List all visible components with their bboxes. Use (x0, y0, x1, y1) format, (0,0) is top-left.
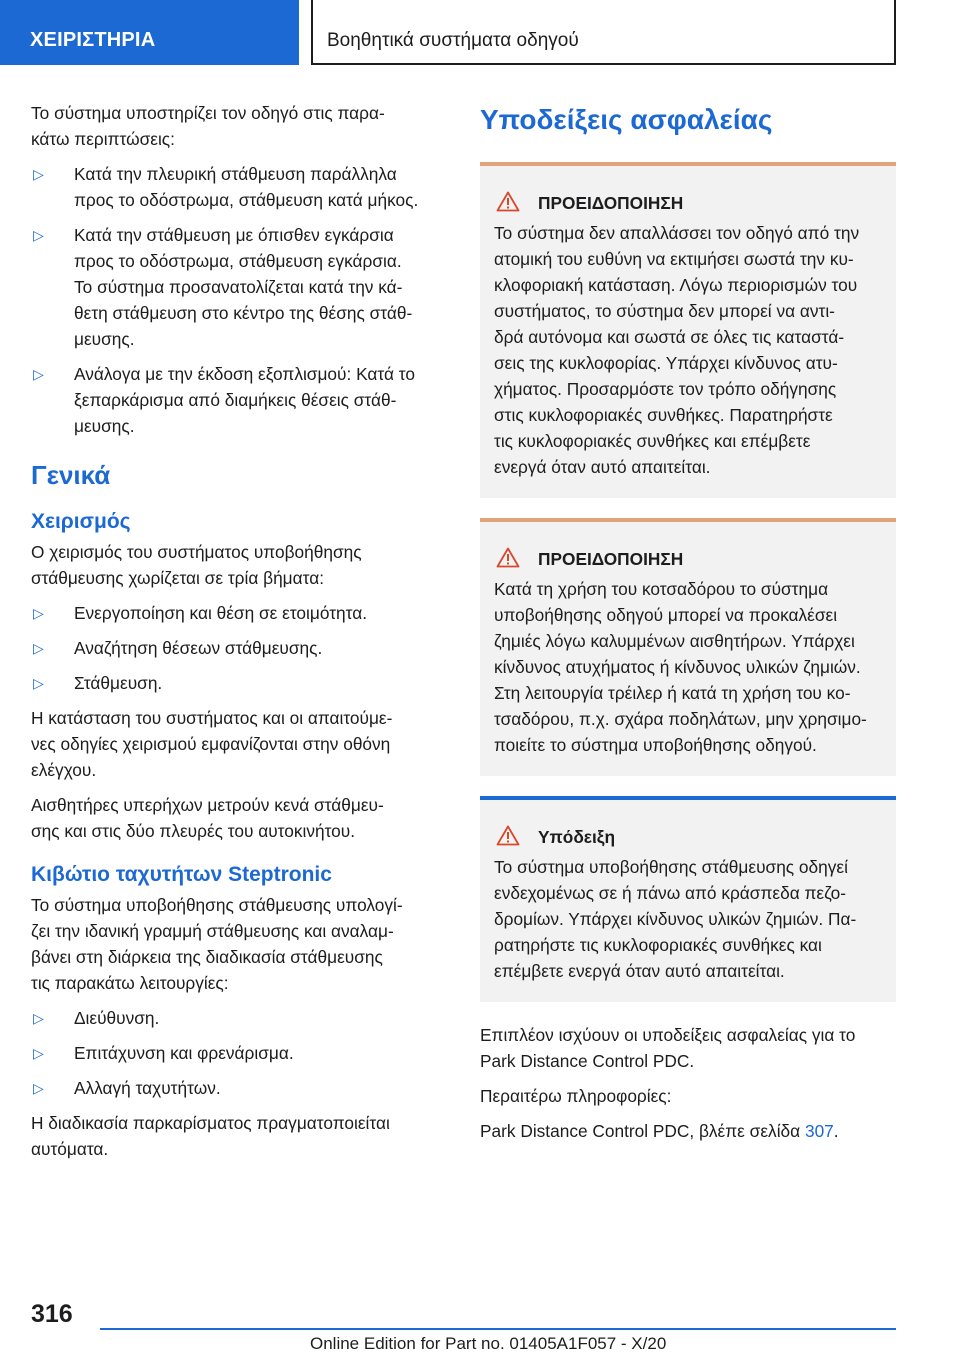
text-line: προς το οδόστρωμα, στάθμευση κατά μήκος. (74, 190, 419, 210)
text-line: ελέγχου. (31, 760, 97, 780)
functions-list (31, 1005, 451, 1101)
text-line: ενδεχομένως σε ή πάνω από κράσπεδα πεζο- (494, 883, 846, 903)
text-line: κλοφοριακή κατάσταση. Λόγω περιορισμών του (494, 275, 858, 295)
text-line: προς το οδόστρωμα, στάθμευση εγκάρσια. (74, 251, 402, 271)
list-item (31, 670, 451, 696)
section-title-text: Βοηθητικά συστήματα οδηγού (327, 30, 579, 51)
reference-text: Park Distance Control PDC, βλέπε σελίδα (480, 1121, 805, 1141)
page-reference-link[interactable]: 307 (804, 1121, 834, 1141)
text-line: τις παρακάτω λειτουργίες: (31, 973, 229, 993)
text-line: μευσης. (74, 416, 135, 436)
heading-operation: Χειρισμός (31, 510, 131, 533)
list-item (31, 635, 451, 661)
warning-title-text: ΠΡΟΕΙΔΟΠΟΙΗΣΗ (538, 193, 684, 213)
triangle-bullet-icon: ▷ (33, 1045, 44, 1061)
warning-box (480, 162, 896, 498)
text-line: ζημιές λόγω καλυμμένων αισθητήρων. Υπάρχει (494, 631, 855, 651)
notice-box (480, 796, 896, 1002)
text-line: Στάθμευση. (74, 673, 163, 693)
text-line: μευσης. (74, 329, 135, 349)
warning-title-text: ΠΡΟΕΙΔΟΠΟΙΗΣΗ (538, 549, 684, 569)
header-tab[interactable] (0, 0, 299, 65)
text-line: Επιπλέον ισχύουν οι υποδείξεις ασφαλείας για το (480, 1025, 856, 1045)
text-line: θετη στάθμευση στο κέντρο της θέσης στάθ- (74, 303, 413, 323)
triangle-bullet-icon: ▷ (33, 1010, 44, 1026)
text-line: Ανάλογα με την έκδοση εξοπλισμού: Κατά το (74, 364, 415, 384)
more-info-label: Περαιτέρω πληροφορίες: (480, 1086, 672, 1106)
warning-text (494, 220, 882, 480)
list-item (31, 361, 451, 439)
text-line: σης και στις δύο πλευρές του αυτοκινήτου. (31, 821, 356, 841)
text-line: Στη λειτουργία τρέιλερ ή κατά τη χρήση του κο- (494, 683, 851, 703)
list-item (31, 1075, 451, 1101)
text-line: βάνει στη διάρκεια της διαδικασία στάθμευσης (31, 947, 383, 967)
text-line: κάτω περιπτώσεις: (31, 129, 175, 149)
heading-steptronic: Κιβώτιο ταχυτήτων Steptronic (31, 863, 332, 886)
triangle-bullet-icon: ▷ (33, 166, 44, 182)
text-line: στάθμευσης χωρίζεται σε τρία βήματα: (31, 568, 325, 588)
warning-title (494, 542, 882, 572)
cases-list (31, 161, 451, 439)
cross-reference (480, 1118, 896, 1144)
list-item (31, 1005, 451, 1031)
footer-divider (100, 1328, 896, 1330)
list-item (31, 222, 451, 352)
text-line: Κατά τη χρήση του κοτσαδόρου το σύστημα (494, 579, 829, 599)
text-line: τσαδόρου, π.χ. σχάρα ποδηλάτων, μην χρησιμο- (494, 709, 867, 729)
text-line: Ο χειρισμός του συστήματος υποβοήθησης (31, 542, 362, 562)
text-line: Κατά την πλευρική στάθμευση παράλληλα (74, 164, 397, 184)
text-line: ενεργά όταν αυτό απαιτείται. (494, 457, 711, 477)
list-item (31, 161, 451, 213)
text-line: δρά αυτόνομα και σωστά σε όλες τις καταστά- (494, 327, 845, 347)
status-paragraph (31, 705, 451, 783)
triangle-bullet-icon: ▷ (33, 675, 44, 691)
heading-general: Γενικά (31, 460, 111, 490)
heading-safety-notes: Υποδείξεις ασφαλείας (480, 104, 773, 135)
notice-title-text: Υπόδειξη (538, 827, 616, 847)
text-line: Το σύστημα υποβοήθησης στάθμευσης υπολογί- (31, 895, 403, 915)
triangle-bullet-icon: ▷ (33, 227, 44, 243)
header-tab-label: ΧΕΙΡΙΣΤΗΡΙΑ (30, 29, 156, 51)
text-line: Το σύστημα δεν απαλλάσσει τον οδηγό από την (494, 223, 860, 243)
text-line: αυτόματα. (31, 1139, 109, 1159)
notice-text (494, 854, 882, 984)
text-line: Διεύθυνση. (74, 1008, 160, 1028)
text-line: Park Distance Control PDC. (480, 1051, 695, 1071)
right-column (480, 100, 896, 1153)
text-line: Αισθητήρες υπερήχων μετρούν κενά στάθμευ- (31, 795, 384, 815)
text-line: ξεπαρκάρισμα από διαμήκεις θέσεις στάθ- (74, 390, 397, 410)
steptronic-intro (31, 892, 451, 996)
text-line: υποβοήθησης οδηγού μπορεί να προκαλέσει (494, 605, 838, 625)
text-line: συστήματος, το σύστημα δεν μπορεί να αντι- (494, 301, 835, 321)
text-line: τις κυκλοφοριακές συνθήκες και επέμβετε (494, 431, 811, 451)
triangle-bullet-icon: ▷ (33, 605, 44, 621)
warning-text (494, 576, 882, 758)
page-number: 316 (31, 1300, 73, 1328)
text-line: στις κυκλοφοριακές συνθήκες. Παρατηρήστε (494, 405, 833, 425)
text-line: επέμβετε ενεργά όταν αυτό απαιτείται. (494, 961, 785, 981)
text-line: Το σύστημα υποστηρίζει τον οδηγό στις παρα- (31, 103, 385, 123)
warning-title (494, 186, 882, 216)
list-item (31, 1040, 451, 1066)
triangle-bullet-icon: ▷ (33, 640, 44, 656)
text-line: κίνδυνος ατυχήματος ή κίνδυνος υλικών ζημιών. (494, 657, 861, 677)
warning-triangle-icon (496, 191, 520, 212)
reference-suffix: . (833, 1121, 839, 1141)
text-line: Το σύστημα υποβοήθησης στάθμευσης οδηγεί (494, 857, 848, 877)
text-line: ζει την ιδανική γραμμή στάθμευσης και αναλαμ- (31, 921, 394, 941)
warning-triangle-icon (496, 547, 520, 568)
intro-paragraph (31, 100, 451, 152)
text-line: νες οδηγίες χειρισμού εμφανίζονται στην οθόνη (31, 734, 391, 754)
text-line: χήματος. Προσαρμόστε τον τρόπο οδήγησης (494, 379, 837, 399)
left-column (31, 100, 451, 1171)
text-line: σεις της κυκλοφορίας. Υπάρχει κίνδυνος ατυ- (494, 353, 838, 373)
automatic-paragraph (31, 1110, 451, 1162)
text-line: Το σύστημα προσανατολίζεται κατά την κά- (74, 277, 403, 297)
steps-list (31, 600, 451, 696)
header-section-title (311, 0, 896, 65)
text-line: δρομίων. Υπάρχει κίνδυνος υλικών ζημιών. Πα- (494, 909, 857, 929)
warning-box (480, 518, 896, 776)
text-line: Κατά την στάθμευση με όπισθεν εγκάρσια (74, 225, 394, 245)
text-line: Η κατάσταση του συστήματος και οι απαιτούμε- (31, 708, 393, 728)
text-line: Αλλαγή ταχυτήτων. (74, 1078, 221, 1098)
notice-title (494, 820, 882, 850)
operation-intro (31, 539, 451, 591)
warning-triangle-icon (496, 825, 520, 846)
text-line: Ενεργοποίηση και θέση σε ετοιμότητα. (74, 603, 368, 623)
sensors-paragraph (31, 792, 451, 844)
footer-edition: Online Edition for Part no. 01405A1F057 - X/20 (310, 1334, 667, 1353)
text-line: ρατηρήστε τις κυκλοφοριακές συνθήκες και (494, 935, 822, 955)
text-line: ατομική του ευθύνη να εκτιμήσει σωστά την κυ- (494, 249, 854, 269)
list-item (31, 600, 451, 626)
additional-notes-paragraph (480, 1022, 896, 1074)
text-line: Η διαδικασία παρκαρίσματος πραγματοποιείται (31, 1113, 390, 1133)
text-line: Επιτάχυνση και φρενάρισμα. (74, 1043, 294, 1063)
triangle-bullet-icon: ▷ (33, 1080, 44, 1096)
text-line: ποιείτε το σύστημα υποβοήθησης οδηγού. (494, 735, 817, 755)
triangle-bullet-icon: ▷ (33, 366, 44, 382)
text-line: Αναζήτηση θέσεων στάθμευσης. (74, 638, 323, 658)
